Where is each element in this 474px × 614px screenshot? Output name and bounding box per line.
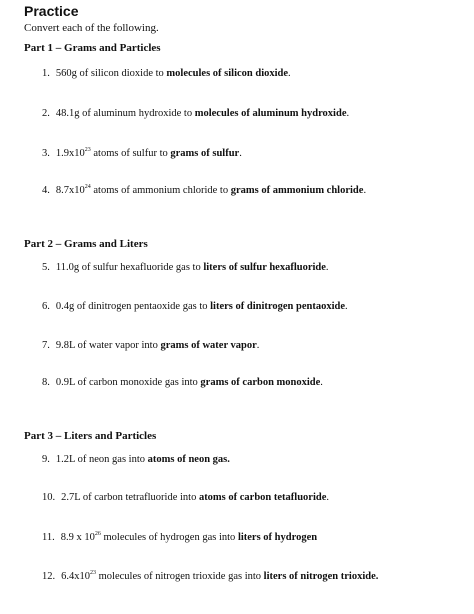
problem-1 (42, 68, 291, 79)
problem-text: 8.7x10 (55, 185, 85, 196)
problem-number: 4. (42, 185, 50, 196)
problem-end: . (326, 492, 329, 503)
problem-target: grams of sulfur (170, 148, 240, 159)
part-3-heading: Part 3 – Liters and Particles (24, 430, 157, 442)
problem-10 (42, 492, 329, 503)
problem-text: 0.9L of carbon monoxide gas into (55, 377, 198, 388)
problem-number: 12. (42, 571, 56, 582)
part-2-heading: Part 2 – Grams and Liters (24, 238, 148, 250)
problem-text: 48.1g of aluminum hydroxide to (55, 108, 193, 119)
problem-11 (42, 532, 317, 543)
problem-text-rest: atoms of sulfur to (90, 148, 168, 159)
exponent: 26 (94, 531, 101, 537)
problem-number: 2. (42, 108, 50, 119)
problem-text: 1.2L of neon gas into (55, 454, 146, 465)
problem-text: 11.0g of sulfur hexafluoride gas to (55, 262, 201, 273)
problem-text-rest: molecules of hydrogen gas into (100, 532, 236, 543)
exponent: 23 (90, 570, 96, 576)
problem-number: 9. (42, 454, 50, 465)
problem-number: 3. (42, 148, 50, 159)
problem-text-rest: atoms of ammonium chloride to (90, 185, 229, 196)
problem-end: . (325, 262, 329, 273)
instructions: Convert each of the following. (24, 22, 159, 34)
problem-end: . (239, 148, 242, 159)
problem-4 (42, 185, 366, 196)
problem-target: atoms of neon gas. (147, 454, 230, 465)
problem-number: 7. (42, 340, 50, 351)
problem-target: grams of ammonium chloride (230, 185, 364, 196)
problem-6 (42, 301, 348, 312)
problem-9 (42, 454, 230, 465)
problem-text: 9.8L of water vapor into (55, 340, 158, 351)
problem-target: grams of carbon monoxide (200, 377, 321, 388)
page-title: Practice (24, 3, 79, 19)
problem-target: liters of dinitrogen pentaoxide (210, 301, 345, 312)
problem-end: . (256, 340, 260, 351)
problem-end: . (345, 301, 348, 312)
exponent: 23 (84, 147, 91, 153)
problem-7 (42, 340, 259, 351)
problem-number: 1. (42, 68, 50, 79)
problem-text: 560g of silicon dioxide to (55, 68, 164, 79)
problem-end: . (346, 108, 350, 119)
problem-text: 2.7L of carbon tetrafluoride into (61, 492, 197, 503)
exponent: 24 (84, 184, 91, 190)
problem-text: 6.4x10 (61, 571, 90, 582)
problem-target: liters of hydrogen (237, 532, 318, 543)
problem-3 (42, 148, 242, 159)
part-1-heading: Part 1 – Grams and Particles (24, 42, 161, 54)
problem-5 (42, 262, 329, 273)
problem-8 (42, 377, 323, 388)
problem-target: liters of sulfur hexafluoride (203, 262, 326, 273)
problem-number: 11. (42, 532, 55, 543)
problem-text: 1.9x10 (55, 148, 85, 159)
problem-end: . (363, 185, 367, 196)
problem-target: molecules of silicon dioxide (166, 68, 289, 79)
problem-target: liters of nitrogen trioxide. (263, 571, 379, 582)
problem-2 (42, 108, 349, 119)
problem-text: 8.9 x 10 (60, 532, 95, 543)
problem-end: . (320, 377, 323, 388)
problem-target: atoms of carbon tetafluoride (198, 492, 327, 503)
problem-number: 5. (42, 262, 50, 273)
problem-target: molecules of aluminum hydroxide (194, 108, 347, 119)
problem-12 (42, 571, 378, 582)
problem-number: 10. (42, 492, 56, 503)
problem-target: grams of water vapor (160, 340, 257, 351)
problem-number: 8. (42, 377, 50, 388)
problem-text: 0.4g of dinitrogen pentaoxide gas to (55, 301, 208, 312)
problem-text-rest: molecules of nitrogen trioxide gas into (96, 571, 262, 582)
problem-end: . (288, 68, 291, 79)
problem-number: 6. (42, 301, 50, 312)
